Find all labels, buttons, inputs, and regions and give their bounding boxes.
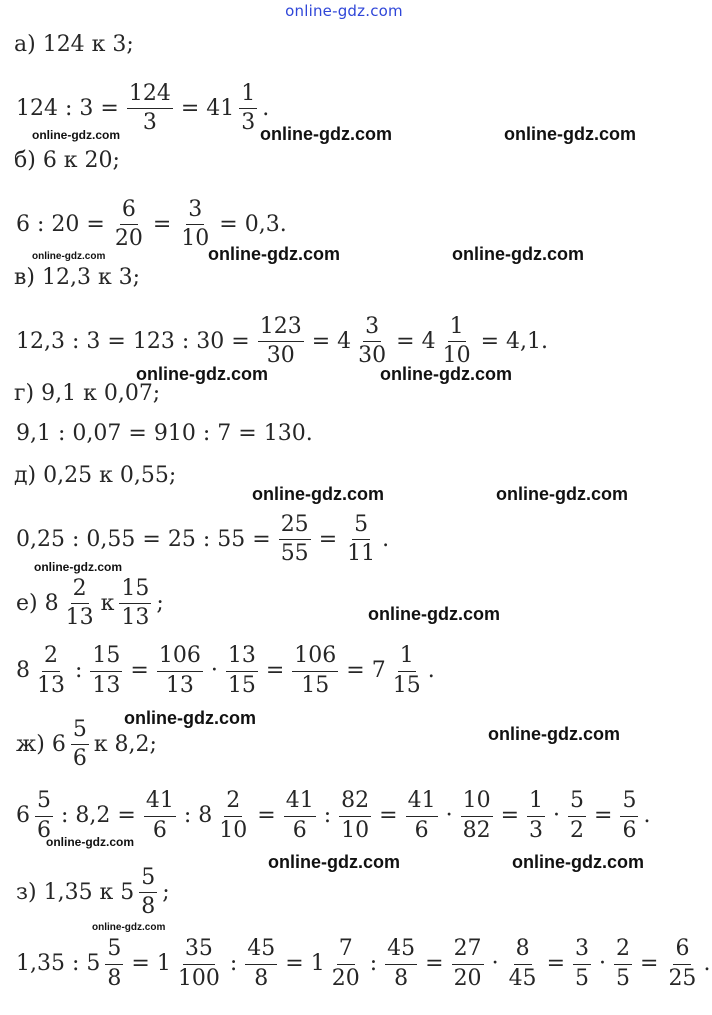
math-operator: = bbox=[500, 803, 520, 829]
fraction-numerator: 25 bbox=[279, 513, 311, 540]
problem-label: а) 124 к 3; bbox=[14, 32, 134, 57]
math-operator: = bbox=[131, 951, 150, 977]
math-term: ; bbox=[162, 879, 170, 905]
math-operator: : bbox=[202, 526, 211, 552]
math-operator: = bbox=[318, 526, 338, 552]
fraction-denominator: 6 bbox=[72, 746, 87, 772]
math-operator: · bbox=[553, 803, 561, 829]
fraction-denominator: 6 bbox=[152, 817, 167, 843]
math-term: 1,35 bbox=[16, 951, 65, 977]
math-operator: : bbox=[229, 951, 238, 977]
math-operator: : bbox=[75, 658, 83, 684]
fraction bbox=[568, 789, 586, 842]
fraction bbox=[113, 198, 145, 251]
fraction bbox=[573, 937, 591, 990]
fraction-denominator: 20 bbox=[453, 965, 482, 991]
math-term: . bbox=[427, 658, 435, 684]
fraction bbox=[90, 644, 122, 697]
math-term: 3 bbox=[79, 95, 94, 121]
watermark-text: online-gdz.com bbox=[252, 484, 384, 504]
fraction-denominator: 3 bbox=[529, 817, 544, 843]
fraction-numerator: 106 bbox=[292, 644, 338, 671]
math-term: ; bbox=[156, 590, 164, 616]
math-operator: = bbox=[152, 211, 172, 237]
math-term: 20 bbox=[51, 211, 80, 237]
fraction bbox=[292, 644, 338, 697]
fraction-denominator: 30 bbox=[266, 343, 295, 369]
fraction bbox=[64, 577, 96, 630]
math-term: 8,2 bbox=[75, 803, 111, 829]
fraction-numerator: 1 bbox=[398, 644, 416, 671]
math-operator: = bbox=[117, 803, 136, 829]
fraction-numerator: 10 bbox=[461, 789, 493, 816]
math-term: 0,07 bbox=[72, 421, 122, 446]
fraction-numerator: 8 bbox=[514, 937, 532, 964]
fraction-denominator: 2 bbox=[570, 817, 585, 843]
fraction-denominator: 11 bbox=[347, 541, 376, 567]
math-term: 0,55 bbox=[86, 526, 136, 552]
math-term: 1 bbox=[310, 951, 325, 977]
watermark-top: online-gdz.com bbox=[285, 2, 403, 20]
problem-e bbox=[14, 577, 437, 698]
fraction-numerator: 5 bbox=[568, 789, 586, 816]
fraction bbox=[179, 198, 211, 251]
fraction-numerator: 5 bbox=[620, 789, 638, 816]
math-operator: = bbox=[425, 951, 444, 977]
math-operator: = bbox=[142, 526, 161, 552]
math-operator: = bbox=[130, 658, 149, 684]
math-term: . bbox=[262, 95, 270, 121]
fraction bbox=[119, 577, 151, 630]
fraction-numerator: 106 bbox=[157, 644, 203, 671]
math-term: 5 bbox=[86, 951, 101, 977]
fraction-numerator: 1 bbox=[239, 82, 257, 109]
fraction bbox=[144, 789, 176, 842]
fraction bbox=[385, 937, 417, 990]
equation bbox=[14, 644, 437, 697]
math-operator: = bbox=[231, 328, 250, 354]
math-operator: · bbox=[210, 658, 218, 684]
fraction bbox=[330, 937, 362, 990]
math-operator: : bbox=[181, 328, 190, 354]
math-term: 7 bbox=[371, 658, 386, 684]
fraction-numerator: 15 bbox=[90, 644, 122, 671]
watermark-text: online-gdz.com bbox=[488, 724, 620, 744]
fraction bbox=[239, 82, 257, 135]
fraction-numerator: 3 bbox=[186, 198, 204, 225]
math-term: 0,25 bbox=[16, 526, 65, 552]
problem-label: г) 9,1 к 0,07; bbox=[14, 381, 161, 406]
watermark-text: online-gdz.com bbox=[92, 922, 166, 933]
math-operator: = bbox=[396, 328, 415, 354]
fraction-denominator: 15 bbox=[227, 672, 256, 698]
math-term: 910 bbox=[153, 421, 196, 446]
equation bbox=[14, 423, 315, 445]
math-term: . bbox=[703, 951, 711, 977]
watermark-text: online-gdz.com bbox=[124, 708, 256, 728]
fraction bbox=[441, 315, 473, 368]
fraction bbox=[339, 789, 371, 842]
problem-label bbox=[14, 866, 712, 919]
problem-a bbox=[14, 34, 271, 135]
fraction-numerator: 5 bbox=[139, 866, 157, 893]
fraction-numerator: 6 bbox=[120, 198, 138, 225]
fraction-denominator: 8 bbox=[254, 965, 269, 991]
math-term: 3 bbox=[86, 328, 101, 354]
fraction-denominator: 45 bbox=[508, 965, 537, 991]
math-term: 8 bbox=[16, 658, 30, 684]
watermark-text: online-gdz.com bbox=[46, 835, 134, 849]
watermark-text: online-gdz.com bbox=[452, 244, 584, 264]
fraction-numerator: 123 bbox=[258, 315, 304, 342]
math-operator: = bbox=[180, 95, 200, 121]
problem-v bbox=[14, 267, 550, 368]
fraction bbox=[176, 937, 222, 990]
fraction-numerator: 3 bbox=[573, 937, 591, 964]
math-term: 9,1 bbox=[16, 421, 51, 446]
math-term: 1 bbox=[156, 951, 171, 977]
fraction bbox=[452, 937, 484, 990]
fraction bbox=[461, 789, 493, 842]
math-operator: : bbox=[65, 95, 73, 121]
math-operator: = bbox=[100, 95, 119, 121]
watermark-text: online-gdz.com bbox=[136, 364, 268, 384]
fraction bbox=[614, 937, 632, 990]
fraction-denominator: 10 bbox=[219, 817, 248, 843]
problem-g bbox=[14, 383, 315, 445]
fraction bbox=[620, 789, 638, 842]
fraction-denominator: 10 bbox=[341, 817, 370, 843]
watermark-text: online-gdz.com bbox=[32, 251, 106, 262]
problem-b bbox=[14, 150, 289, 251]
fraction-numerator: 5 bbox=[71, 718, 89, 745]
fraction-denominator: 55 bbox=[280, 541, 309, 567]
math-operator: = bbox=[86, 211, 105, 237]
fraction-denominator: 100 bbox=[177, 965, 220, 991]
fraction-numerator: 124 bbox=[127, 82, 173, 109]
fraction-denominator: 13 bbox=[92, 672, 121, 698]
math-operator: : bbox=[202, 421, 211, 446]
fraction-numerator: 3 bbox=[363, 315, 381, 342]
fraction-numerator: 1 bbox=[527, 789, 545, 816]
math-operator: = bbox=[546, 951, 565, 977]
watermark-text: online-gdz.com bbox=[268, 852, 400, 872]
math-operator: : bbox=[61, 803, 69, 829]
math-term: 7 bbox=[217, 421, 232, 446]
fraction-denominator: 3 bbox=[142, 110, 157, 136]
math-term: . bbox=[382, 526, 390, 552]
equation bbox=[14, 513, 391, 566]
math-operator: = bbox=[219, 211, 238, 237]
watermark-text: online-gdz.com bbox=[260, 124, 392, 144]
math-term: 30 bbox=[196, 328, 225, 354]
watermark-text: online-gdz.com bbox=[34, 560, 122, 574]
watermark-text: online-gdz.com bbox=[496, 484, 628, 504]
math-operator: = bbox=[594, 803, 613, 829]
fraction-numerator: 1 bbox=[448, 315, 466, 342]
fraction-numerator: 82 bbox=[339, 789, 371, 816]
fraction-denominator: 13 bbox=[37, 672, 65, 698]
fraction bbox=[666, 937, 698, 990]
fraction-numerator: 45 bbox=[245, 937, 277, 964]
math-operator: : bbox=[58, 421, 66, 446]
math-operator: = bbox=[128, 421, 147, 446]
fraction-denominator: 25 bbox=[668, 965, 697, 991]
math-term: 123 bbox=[132, 328, 175, 354]
problem-d bbox=[14, 465, 391, 566]
math-operator: = bbox=[265, 658, 285, 684]
math-term: 41 bbox=[206, 95, 235, 121]
math-operator: : bbox=[369, 951, 378, 977]
fraction-denominator: 5 bbox=[575, 965, 589, 991]
math-term: 0,3. bbox=[244, 211, 287, 237]
fraction bbox=[406, 789, 438, 842]
fraction-denominator: 20 bbox=[114, 226, 143, 252]
math-term: 130. bbox=[263, 421, 313, 446]
math-operator: = bbox=[480, 328, 500, 354]
math-operator: = bbox=[252, 526, 271, 552]
fraction-denominator: 82 bbox=[462, 817, 491, 843]
math-operator: : bbox=[71, 526, 80, 552]
math-term: з) 1,35 к 5 bbox=[16, 879, 135, 905]
fraction bbox=[279, 513, 311, 566]
fraction bbox=[507, 937, 539, 990]
math-term: к bbox=[100, 590, 115, 616]
math-operator: · bbox=[599, 951, 606, 977]
fraction-denominator: 10 bbox=[442, 343, 471, 369]
fraction-denominator: 3 bbox=[241, 110, 256, 136]
watermark-text: online-gdz.com bbox=[32, 128, 120, 142]
math-term: 6 bbox=[16, 803, 30, 829]
fraction-numerator: 45 bbox=[385, 937, 417, 964]
math-operator: = bbox=[285, 951, 304, 977]
fraction-numerator: 6 bbox=[673, 937, 691, 964]
fraction bbox=[127, 82, 173, 135]
fraction-numerator: 41 bbox=[284, 789, 316, 816]
math-operator: = bbox=[379, 803, 398, 829]
fraction bbox=[391, 644, 423, 697]
watermark-text: online-gdz.com bbox=[380, 364, 512, 384]
fraction bbox=[105, 937, 123, 990]
math-term: 4 bbox=[421, 328, 436, 354]
math-operator: = bbox=[107, 328, 126, 354]
fraction bbox=[284, 789, 316, 842]
fraction-denominator: 8 bbox=[141, 894, 156, 920]
fraction-numerator: 5 bbox=[35, 789, 53, 816]
watermark-text: online-gdz.com bbox=[512, 852, 644, 872]
fraction-numerator: 2 bbox=[224, 789, 242, 816]
math-term: . bbox=[643, 803, 651, 829]
math-operator: : bbox=[183, 803, 192, 829]
fraction-numerator: 35 bbox=[183, 937, 215, 964]
math-operator: = bbox=[257, 803, 276, 829]
fraction-denominator: 13 bbox=[65, 605, 94, 631]
math-term: 12,3 bbox=[16, 328, 65, 354]
fraction bbox=[245, 937, 277, 990]
math-operator: : bbox=[323, 803, 332, 829]
fraction-denominator: 8 bbox=[107, 965, 122, 991]
fraction-numerator: 41 bbox=[406, 789, 438, 816]
math-term: 55 bbox=[217, 526, 246, 552]
math-term: к 8,2; bbox=[93, 731, 157, 757]
math-operator: : bbox=[71, 328, 80, 354]
fraction-denominator: 13 bbox=[165, 672, 194, 698]
fraction-numerator: 13 bbox=[226, 644, 258, 671]
fraction-numerator: 15 bbox=[119, 577, 151, 604]
fraction-denominator: 15 bbox=[392, 672, 421, 698]
watermark-text: online-gdz.com bbox=[504, 124, 636, 144]
fraction-denominator: 8 bbox=[394, 965, 409, 991]
fraction bbox=[356, 315, 388, 368]
fraction-numerator: 2 bbox=[614, 937, 632, 964]
fraction-denominator: 6 bbox=[622, 817, 637, 843]
fraction-denominator: 30 bbox=[358, 343, 387, 369]
fraction-numerator: 7 bbox=[337, 937, 355, 964]
fraction-numerator: 27 bbox=[452, 937, 484, 964]
math-term: 4,1. bbox=[506, 328, 548, 354]
fraction-denominator: 6 bbox=[292, 817, 307, 843]
math-operator: = bbox=[640, 951, 659, 977]
problem-label: в) 12,3 к 3; bbox=[14, 265, 141, 290]
math-operator: : bbox=[37, 211, 45, 237]
watermark-text: online-gdz.com bbox=[368, 604, 500, 624]
math-operator: = bbox=[311, 328, 331, 354]
equation bbox=[14, 315, 550, 368]
fraction bbox=[139, 866, 157, 919]
math-operator: · bbox=[445, 803, 453, 829]
math-term: 8 bbox=[198, 803, 213, 829]
fraction-numerator: 2 bbox=[42, 644, 60, 671]
fraction bbox=[217, 789, 249, 842]
fraction-denominator: 6 bbox=[37, 817, 51, 843]
math-term: 4 bbox=[337, 328, 352, 354]
fraction bbox=[226, 644, 258, 697]
fraction bbox=[71, 718, 89, 771]
math-operator: = bbox=[238, 421, 257, 446]
math-term: 25 bbox=[167, 526, 196, 552]
fraction bbox=[157, 644, 203, 697]
equation bbox=[14, 937, 712, 990]
fraction bbox=[258, 315, 304, 368]
fraction-numerator: 5 bbox=[352, 513, 370, 540]
fraction bbox=[35, 644, 67, 697]
math-operator: : bbox=[71, 951, 80, 977]
watermark-text: online-gdz.com bbox=[208, 244, 340, 264]
math-term: ж) 6 bbox=[16, 731, 66, 757]
fraction-denominator: 5 bbox=[616, 965, 630, 991]
problem-label: б) 6 к 20; bbox=[14, 148, 120, 173]
fraction-numerator: 41 bbox=[144, 789, 176, 816]
fraction-denominator: 13 bbox=[121, 605, 150, 631]
math-term: 124 bbox=[16, 95, 58, 121]
fraction-denominator: 10 bbox=[181, 226, 210, 252]
fraction-denominator: 20 bbox=[331, 965, 360, 991]
fraction-denominator: 6 bbox=[414, 817, 429, 843]
problem-label: д) 0,25 к 0,55; bbox=[14, 463, 177, 488]
fraction-numerator: 5 bbox=[105, 937, 123, 964]
math-term: 6 bbox=[16, 211, 30, 237]
math-operator: · bbox=[491, 951, 499, 977]
fraction-numerator: 2 bbox=[71, 577, 89, 604]
math-term: е) 8 bbox=[16, 590, 59, 616]
fraction bbox=[345, 513, 377, 566]
math-operator: = bbox=[346, 658, 365, 684]
fraction-denominator: 15 bbox=[301, 672, 330, 698]
fraction bbox=[527, 789, 545, 842]
